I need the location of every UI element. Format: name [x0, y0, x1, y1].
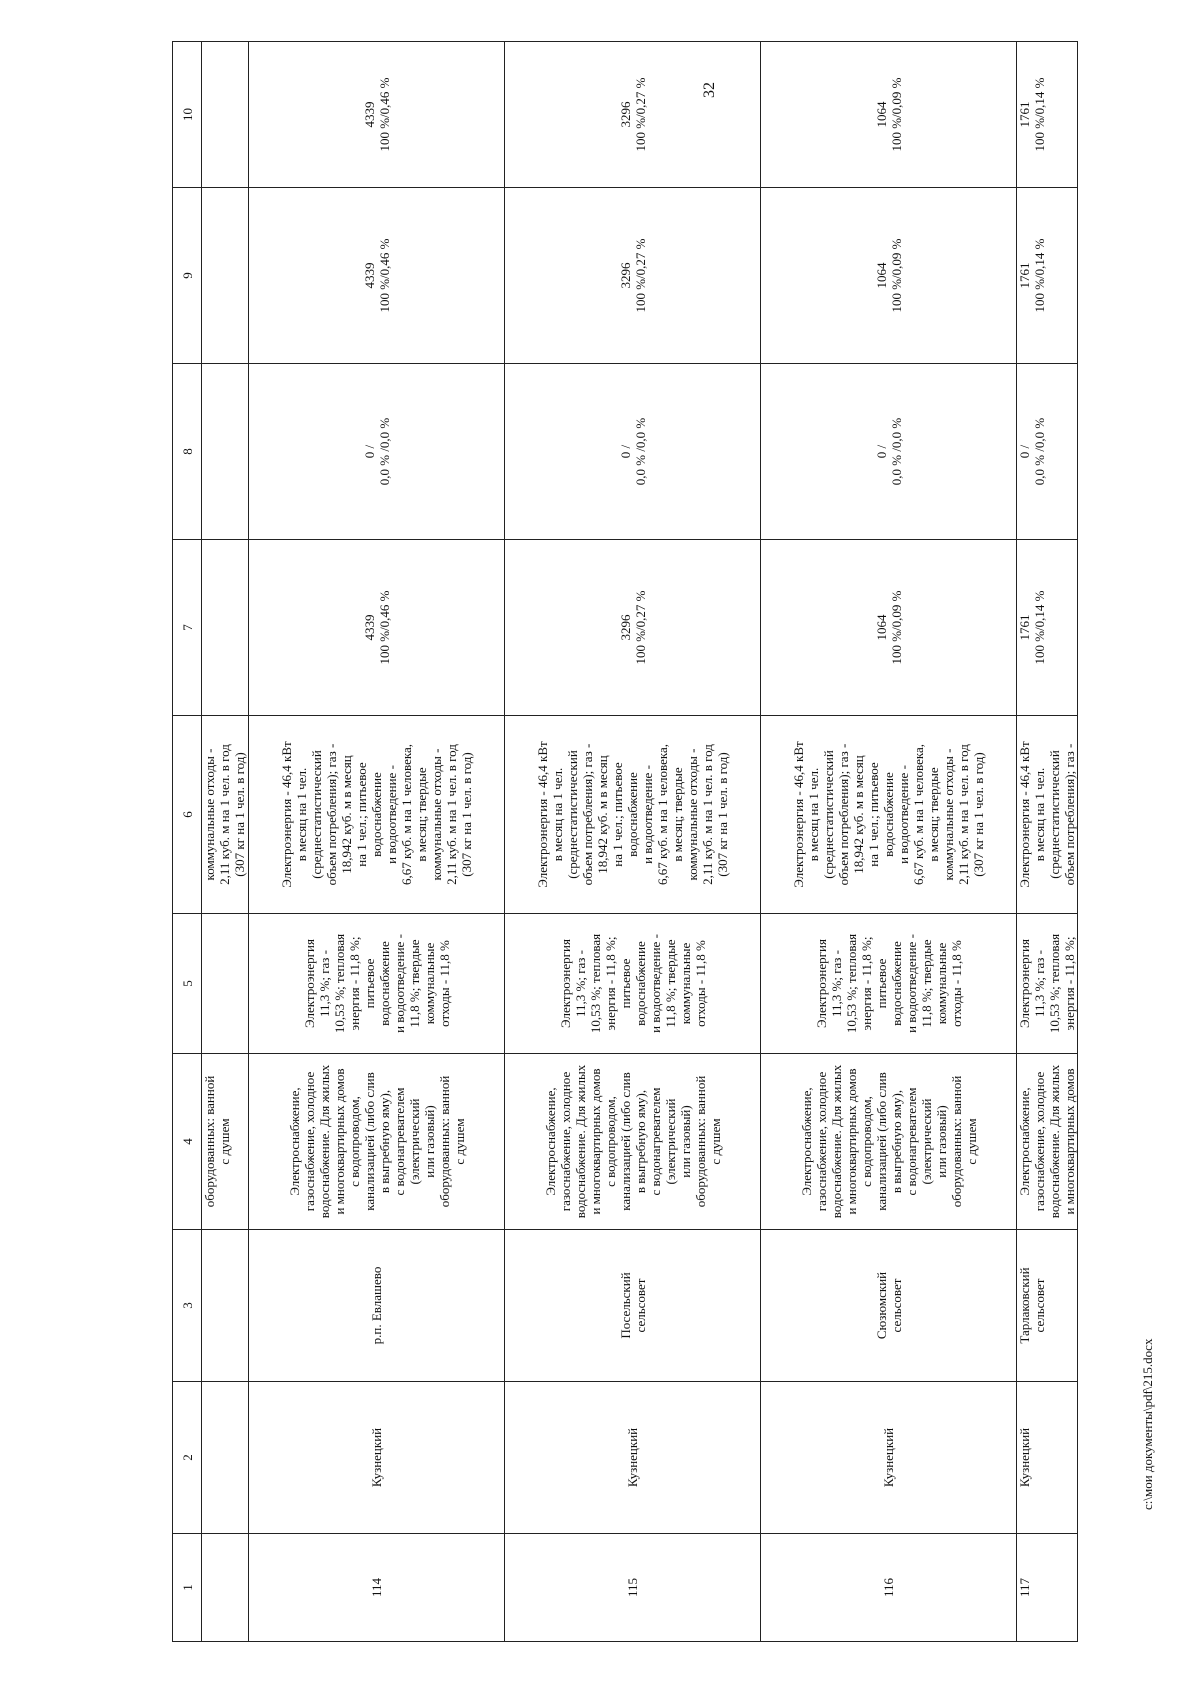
column-number: 7 — [173, 540, 202, 716]
value-cell: 1761 100 %/0,14 % — [1017, 540, 1078, 716]
district-cell: Кузнецкий — [249, 1382, 505, 1534]
shares-cell: Электроэнергия 11,3 %; газ - 10,53 %; тепловая энергия - 11,8 %; питьевое водоснабжение и водоотведение - 11,8 %; твердые коммунальные отходы - 11,8 % — [505, 914, 761, 1054]
page-number: 32 — [701, 82, 718, 98]
value-cell: 0 / 0,0 % /0,0 % — [505, 364, 761, 540]
value-cell: 1761 100 %/0,14 % — [1017, 42, 1078, 188]
table-cell — [202, 914, 249, 1054]
value-cell: 0 / 0,0 % /0,0 % — [1017, 364, 1078, 540]
shares-cell: Электроэнергия 11,3 %; газ - 10,53 %; тепловая энергия - 11,8 %; питьевое водоснабжение и водоотведение - 11,8 %; твердые коммунальные отходы - 11,8 % — [249, 914, 505, 1054]
value-cell: 3296 100 %/0,27 % — [505, 540, 761, 716]
district-cell: Кузнецкий — [505, 1382, 761, 1534]
rotated-table-wrapper — [172, 42, 1077, 1642]
shares-cell: Электроэнергия 11,3 %; газ - 10,53 %; тепловая энергия - 11,8 %; питьевое водоснабжение и водоотведение - 11,8 %; твердые коммунальные отходы - 11,8 % — [761, 914, 1017, 1054]
settlement-cell: р.п. Евлашево — [249, 1230, 505, 1382]
norms-cell: коммунальные отходы - 2,11 куб. м на 1 чел. в год (307 кг на 1 чел. в год) — [202, 716, 249, 914]
norms-cell: Электроэнергия - 46,4 кВт в месяц на 1 чел. (среднестатистический объем потребления); газ - — [1017, 716, 1078, 914]
services-cell: Электроснабжение, газоснабжение, холодное водоснабжение. Для жилых и многоквартирных домов с водопроводом, канализацией (либо слив в выгребную яму), с водонагревателем (электрический или газовый) оборудованных: ванной с душем — [505, 1054, 761, 1230]
value-cell: 1064 100 %/0,09 % — [761, 540, 1017, 716]
services-cell: Электроснабжение, газоснабжение, холодное водоснабжение. Для жилых и многоквартирных домов с водопроводом, канализацией (либо слив в выгребную яму), с водонагревателем (электрический или газовый) оборудованных: ванной с душем — [761, 1054, 1017, 1230]
column-number: 6 — [173, 716, 202, 914]
table-row — [249, 42, 505, 1642]
table-cell — [202, 1382, 249, 1534]
shares-cell: Электроэнергия 11,3 %; газ - 10,53 %; тепловая энергия - 11,8 %; — [1017, 914, 1078, 1054]
settlement-cell: Сюзюмский сельсовет — [761, 1230, 1017, 1382]
norms-cell: Электроэнергия - 46,4 кВт в месяц на 1 чел. (среднестатистический объем потребления); газ - 18,942 куб. м в месяц на 1 чел.; питьевое водоснабжение и водоотведение - 6,67 куб. м на 1 человека, в месяц; твердые коммунальные отходы - 2,11 куб. м на 1 чел. в год (307 кг на 1 чел. в год) — [505, 716, 761, 914]
services-cell: Электроснабжение, газоснабжение, холодное водоснабжение. Для жилых и многоквартирных домов с водопроводом, канализацией (либо слив в выгребную яму), с водонагревателем (электрический или газовый) оборудованных: ванной с душем — [249, 1054, 505, 1230]
value-cell: 0 / 0,0 % /0,0 % — [249, 364, 505, 540]
table-cell — [202, 42, 249, 188]
value-cell: 4339 100 %/0,46 % — [249, 42, 505, 188]
table-cell — [202, 540, 249, 716]
value-cell: 1761 100 %/0,14 % — [1017, 188, 1078, 364]
settlement-cell: Тарлаковский сельсовет — [1017, 1230, 1078, 1382]
table-row — [1017, 42, 1078, 1642]
row-number: 116 — [761, 1534, 1017, 1642]
value-cell: 3296 100 %/0,27 % — [505, 188, 761, 364]
value-cell: 1064 100 %/0,09 % — [761, 42, 1017, 188]
value-cell: 1064 100 %/0,09 % — [761, 188, 1017, 364]
value-cell: 4339 100 %/0,46 % — [249, 540, 505, 716]
column-number: 5 — [173, 914, 202, 1054]
continuation-row — [202, 42, 249, 1642]
tariff-table — [172, 41, 1078, 1642]
table-cell — [202, 1534, 249, 1642]
norms-cell: Электроэнергия - 46,4 кВт в месяц на 1 чел. (среднестатистический объем потребления); газ - 18,942 куб. м в месяц на 1 чел.; питьевое водоснабжение и водоотведение - 6,67 куб. м на 1 человека, в месяц; твердые коммунальные отходы - 2,11 куб. м на 1 чел. в год (307 кг на 1 чел. в год) — [761, 716, 1017, 914]
row-number: 117 — [1017, 1534, 1078, 1642]
value-cell: 3296 100 %/0,27 % — [505, 42, 761, 188]
column-number: 2 — [173, 1382, 202, 1534]
services-cell: оборудованных: ванной с душем — [202, 1054, 249, 1230]
value-cell: 0 / 0,0 % /0,0 % — [761, 364, 1017, 540]
column-number-row — [173, 42, 202, 1642]
column-number: 8 — [173, 364, 202, 540]
column-number: 4 — [173, 1054, 202, 1230]
table-cell — [202, 364, 249, 540]
settlement-cell: Посельский сельсовет — [505, 1230, 761, 1382]
row-number: 115 — [505, 1534, 761, 1642]
table-row — [761, 42, 1017, 1642]
table-row — [505, 42, 761, 1642]
column-number: 3 — [173, 1230, 202, 1382]
column-number: 9 — [173, 188, 202, 364]
table-cell — [202, 1230, 249, 1382]
column-number: 10 — [173, 42, 202, 188]
services-cell: Электроснабжение, газоснабжение, холодное водоснабжение. Для жилых и многоквартирных домов — [1017, 1054, 1078, 1230]
district-cell: Кузнецкий — [761, 1382, 1017, 1534]
norms-cell: Электроэнергия - 46,4 кВт в месяц на 1 чел. (среднестатистический объем потребления); газ - 18,942 куб. м в месяц на 1 чел.; питьевое водоснабжение и водоотведение - 6,67 куб. м на 1 человека, в месяц; твердые коммунальные отходы - 2,11 куб. м на 1 чел. в год (307 кг на 1 чел. в год) — [249, 716, 505, 914]
column-number: 1 — [173, 1534, 202, 1642]
value-cell: 4339 100 %/0,46 % — [249, 188, 505, 364]
footer-file-path: c:\мои документы\pdf\215.docx — [1140, 1338, 1155, 1510]
table-cell — [202, 188, 249, 364]
district-cell: Кузнецкий — [1017, 1382, 1078, 1534]
row-number: 114 — [249, 1534, 505, 1642]
